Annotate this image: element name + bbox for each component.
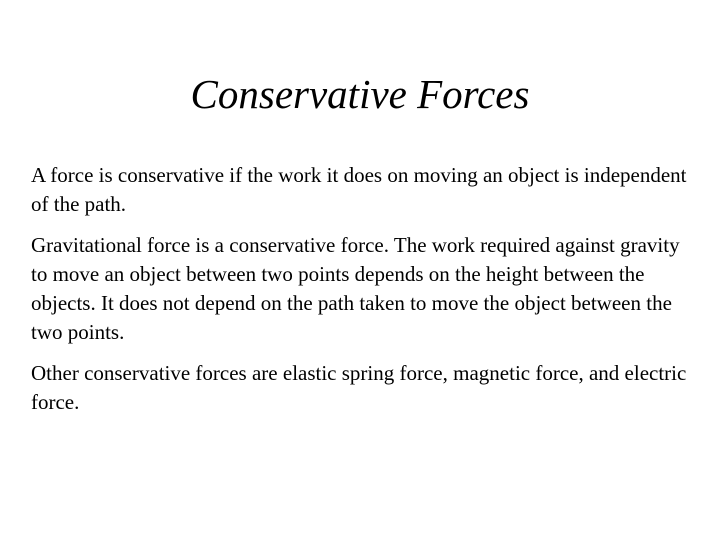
- paragraph-other-forces: Other conservative forces are elastic spring force, magnetic force, and electric force.: [31, 361, 687, 414]
- slide-body: [31, 161, 691, 429]
- paragraph-definition: A force is conservative if the work it does on moving an object is independent of the path.: [31, 163, 687, 216]
- paragraph-gravity-example: Gravitational force is a conservative force. The work required against gravity to move an object between two points depends on the height between the objects. It does not depend on the path taken to move the object between the two points.: [31, 233, 680, 344]
- slide-title: Conservative Forces: [190, 71, 530, 117]
